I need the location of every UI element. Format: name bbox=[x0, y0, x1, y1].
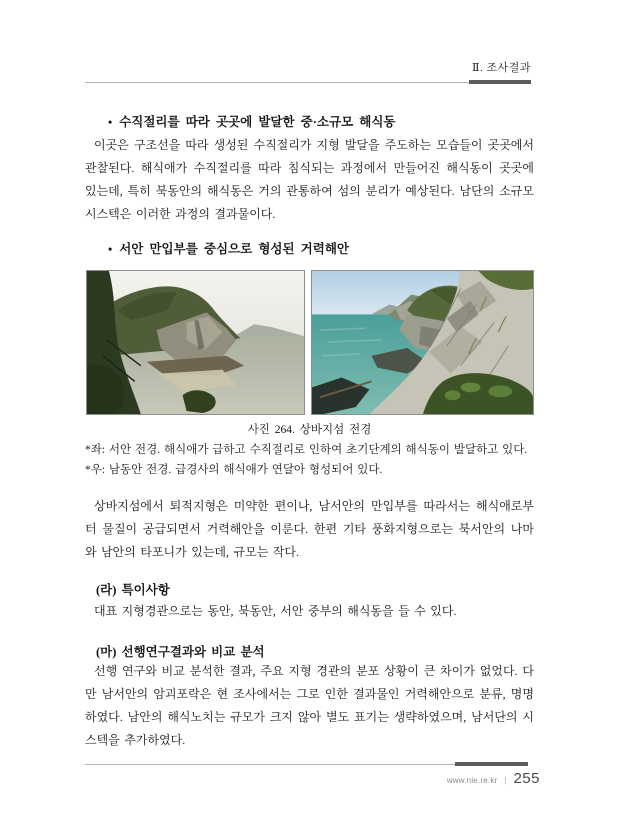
figure-note-right: *우: 남동안 전경. 급경사의 해식애가 연달아 형성되어 있다. bbox=[85, 463, 383, 476]
footer bbox=[85, 770, 540, 787]
paragraph-structural-joints: 이곳은 구조선을 따라 생성된 수직절리가 지형 발달을 주도하는 모습들이 곳곳에서 관찰된다. 해식애가 수직절리를 따라 침식되는 과정에서 만들어진 해식동이 곳곳에 있는데, 특히 북동안의 해식동은 거의 관통하여 섬의 분리가 예상된다. 남단의 소규모 시스텍은 이러한 과정의 결과물이다. bbox=[85, 138, 534, 221]
paragraph-representative-landforms: 대표 지형경관으로는 동안, 북동안, 서안 중부의 해식동을 들 수 있다. bbox=[94, 604, 457, 618]
figure-note-left: *좌: 서안 전경. 해식애가 급하고 수직절리로 인하여 초기단계의 해식동이 발달하고 있다. bbox=[85, 444, 528, 456]
footer-page-number: 255 bbox=[513, 770, 540, 787]
paragraph-comparison-analysis: 선행 연구와 비교 분석한 결과, 주요 지형 경관의 분포 상황이 큰 차이가 없었다. 다만 남서안의 암괴포락은 현 조사에서는 그로 인한 결과물인 거력해안으로 분류, 명명하였다. 남안의 해식노치는 규모가 크지 않아 별도 표기는 생략하였으며, 남서단의 시스텍을 추가하였다. bbox=[85, 664, 534, 747]
figure-caption: 사진 264. 상바지섬 전경 bbox=[247, 424, 372, 436]
photo-west-coast bbox=[86, 270, 305, 415]
header-section-label: Ⅱ. 조사결과 bbox=[472, 62, 531, 74]
heading-special-notes: (라) 특이사항 bbox=[96, 583, 170, 597]
bullet-icon: • bbox=[108, 115, 113, 129]
footer-separator: | bbox=[504, 776, 507, 785]
figure-photo-row bbox=[86, 270, 534, 415]
bullet-heading-label: 수직절리를 따라 곳곳에 발달한 중·소규모 해식동 bbox=[119, 115, 396, 129]
landscape-photo-image bbox=[87, 271, 304, 414]
figure-notes bbox=[85, 441, 545, 480]
footer-rule bbox=[85, 764, 528, 765]
bullet-icon: • bbox=[108, 242, 113, 256]
heading-comparison-analysis: (마) 선행연구결과와 비교 분석 bbox=[96, 645, 265, 659]
photo-southeast-coast bbox=[311, 270, 534, 415]
header-rule-accent bbox=[469, 80, 531, 84]
header-rule bbox=[85, 82, 531, 83]
bullet-heading-boulder-coast bbox=[108, 241, 349, 258]
bullet-heading-sea-caves bbox=[108, 114, 396, 131]
paragraph-deposition-landforms: 상바지섬에서 퇴적지형은 미약한 편이나, 남서안의 만입부를 따라서는 해식애로부터 물질이 공급되면서 거력해안을 이룬다. 한편 기타 풍화지형으로는 북서안의 나마와 남안의 타포니가 있는데, 규모는 작다. bbox=[85, 499, 534, 559]
footer-site-url: www.nie.re.kr bbox=[446, 776, 498, 785]
landscape-photo-image bbox=[312, 271, 533, 414]
bullet-heading-label: 서안 만입부를 중심으로 형성된 거력해안 bbox=[119, 242, 349, 256]
footer-rule-accent bbox=[455, 762, 528, 766]
